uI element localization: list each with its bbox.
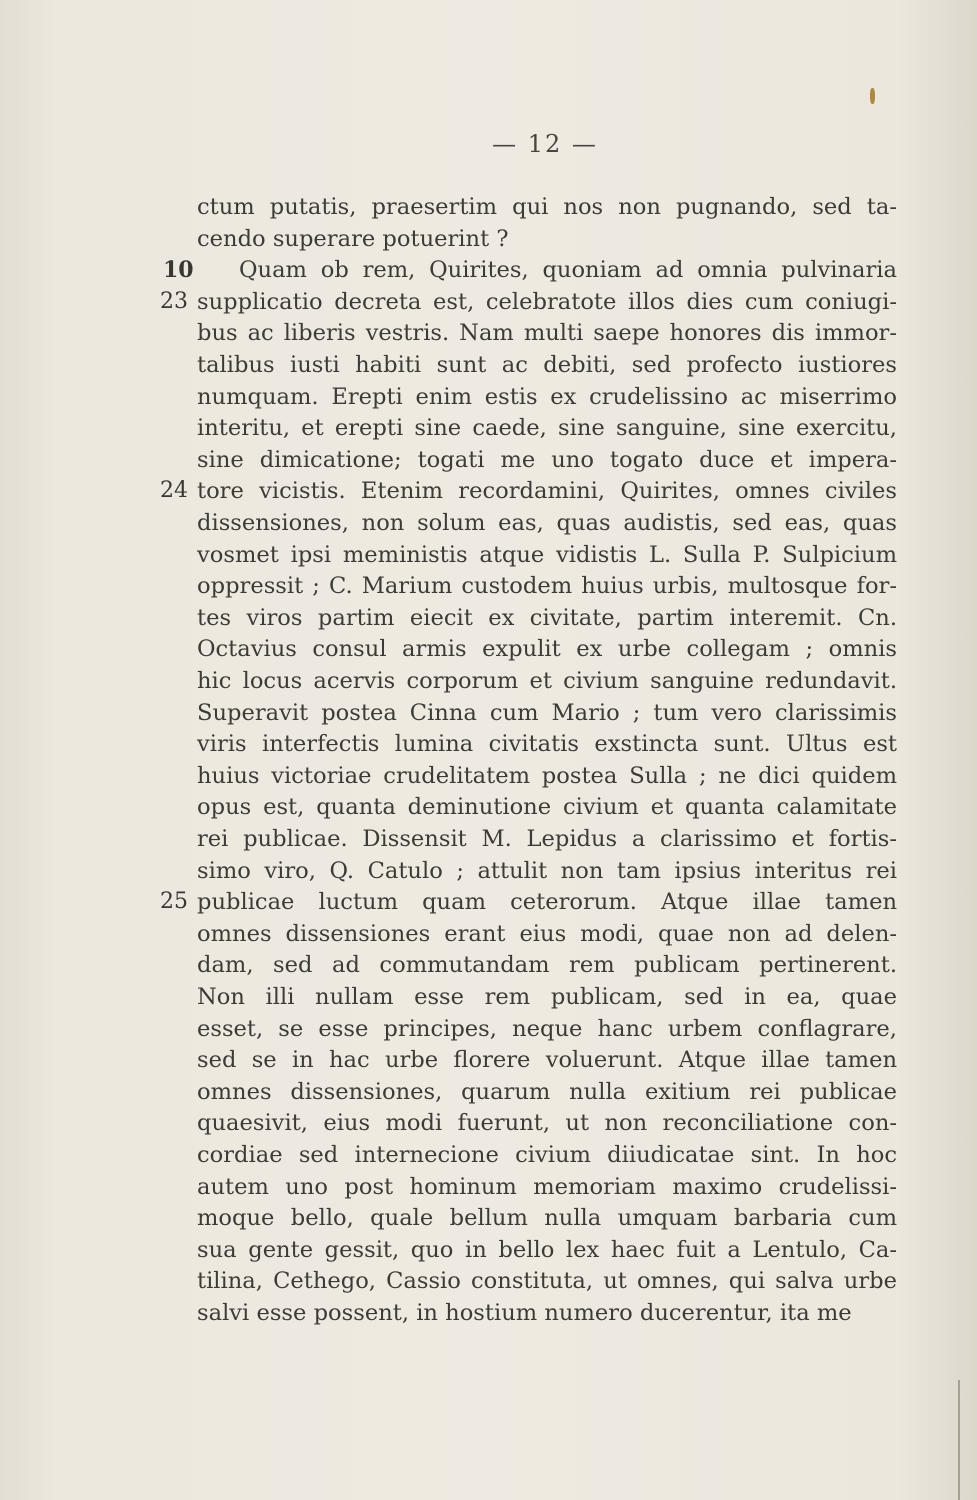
text-line: cordiae sed internecione civium diiudicatae sint. In hoc [197, 1142, 897, 1168]
text-line: rei publicae. Dissensit M. Lepidus a clarissimo et fortis- [197, 826, 897, 852]
ink-spot [870, 88, 875, 104]
text-line: autem uno post hominum memoriam maximo crudelissi- [197, 1173, 897, 1200]
text-line: bus ac liberis vestris. Nam multi saepe honores dis immor- [197, 320, 897, 347]
text-line: tore vicistis. Etenim recordamini, Quirites, omnes civiles [197, 478, 897, 505]
text-line: Quam ob rem, Quirites, quoniam ad omnia pulvinaria [239, 257, 897, 284]
text-line: dissensiones, non solum eas, quas audistis, sed eas, quas [197, 510, 897, 536]
text-line: dam, sed ad commutandam rem publicam pertinerent. [197, 952, 897, 979]
text-line: sua gente gessit, quo in bello lex haec fuit a Lentulo, Ca- [197, 1236, 897, 1263]
text-line: simo viro, Q. Catulo ; attulit non tam ipsius interitus rei [197, 857, 897, 884]
text-line: viris interfectis lumina civitatis exstincta sunt. Ultus est [197, 731, 897, 758]
text-line: Octavius consul armis expulit ex urbe collegam ; omnis [197, 636, 897, 663]
text-line: interitu, et erepti sine caede, sine sanguine, sine exercitu, [197, 415, 897, 442]
text-line: hic locus acervis corporum et civium sanguine redundavit. [197, 668, 897, 694]
text-line: numquam. Erepti enim estis ex crudelissino ac miserrimo [197, 383, 897, 410]
text-line: quaesivit, eius modi fuerunt, ut non reconciliatione con- [197, 1110, 897, 1137]
text-line: sine dimicatione; togati me uno togato duce et impera- [197, 446, 897, 473]
page-number: — 12 — [492, 130, 598, 158]
text-line: omnes dissensiones erant eius modi, quae non ad delen- [197, 920, 897, 947]
section-number: 25 [160, 889, 188, 915]
text-line: vosmet ipsi meministis atque vidistis L. Sulla P. Sulpicium [197, 541, 897, 568]
text-line: Superavit postea Cinna cum Mario ; tum vero clarissimis [197, 699, 897, 726]
text-line: Non illi nullam esse rem publicam, sed in ea, quae [197, 984, 897, 1010]
text-line: salvi esse possent, in hostium numero ducerentur, ita me [197, 1300, 852, 1326]
text-line: tilina, Cethego, Cassio constituta, ut omnes, qui salva urbe [197, 1268, 897, 1295]
text-line: ctum putatis, praesertim qui nos non pugnando, sed ta- [197, 194, 897, 220]
text-line: esset, se esse principes, neque hanc urbem conflagrare, [197, 1015, 897, 1042]
text-line: moque bello, quale bellum nulla umquam barbaria cum [197, 1205, 897, 1232]
text-line: tes viros partim eiecit ex civitate, partim interemit. Cn. [197, 604, 897, 631]
text-line: oppressit ; C. Marium custodem huius urbis, multosque for- [197, 573, 897, 600]
text-line: cendo superare potuerint ? [197, 225, 509, 252]
text-line: omnes dissensiones, quarum nulla exitium rei publicae [197, 1078, 897, 1105]
section-number: 24 [160, 478, 188, 504]
section-number: 10 [163, 257, 194, 284]
text-line: publicae luctum quam ceterorum. Atque illae tamen [197, 889, 897, 916]
text-line: huius victoriae crudelitatem postea Sulla ; ne dici quidem [197, 762, 897, 789]
section-number: 23 [160, 288, 188, 314]
text-line: talibus iusti habiti sunt ac debiti, sed profecto iustiores [197, 352, 897, 378]
text-line: supplicatio decreta est, celebratote illos dies cum coniugi- [197, 288, 897, 315]
page-edge-mark [958, 1380, 960, 1500]
text-line: opus est, quanta deminutione civium et quanta calamitate [197, 794, 897, 821]
text-line: sed se in hac urbe florere voluerunt. Atque illae tamen [197, 1047, 897, 1074]
